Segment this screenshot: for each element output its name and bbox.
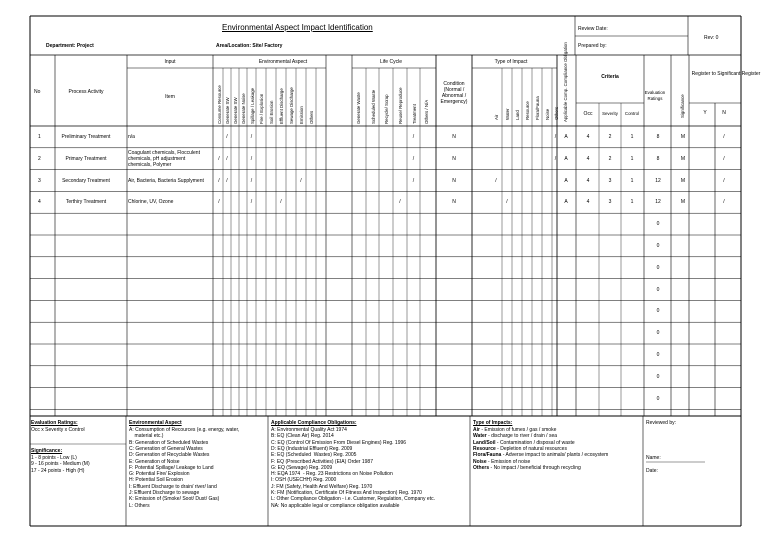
aspect-legend-line: I: Effluent Discharge to drain/ river/ land bbox=[129, 483, 217, 490]
eval-ratings-title: Evaluation Ratings: bbox=[31, 420, 78, 426]
aspect-legend-line: F: Potential Spillage/ Leakage to Land bbox=[129, 464, 214, 471]
row-no: 2 bbox=[38, 155, 41, 162]
row-item: Air, Bacteria, Bacteria Supplyment bbox=[128, 177, 204, 184]
row-evaluation-rating: 8 bbox=[656, 133, 660, 140]
row-control: 1 bbox=[630, 133, 634, 140]
row-process-activity: Secondary Treatment bbox=[62, 177, 110, 184]
aspect-legend-line: K: Emission of (Smoke/ Soot/ Dust/ Gas) bbox=[129, 496, 220, 503]
aspect-mark: / bbox=[250, 199, 253, 206]
compliance-legend-line: NA: No applicable legal or compliance obligation available bbox=[271, 502, 400, 509]
prepared-by-label: Prepared by: bbox=[578, 43, 607, 49]
col-control: Control bbox=[624, 111, 640, 116]
row-severity: 3 bbox=[608, 199, 612, 206]
reviewed-by-label: Reviewed by: bbox=[646, 420, 677, 426]
impact-mark: / bbox=[506, 199, 508, 206]
department-label: Department: Project bbox=[46, 43, 94, 49]
row-occurrence: 4 bbox=[586, 177, 590, 184]
aspect-legend-line: H: Potential Soil Erosion bbox=[129, 477, 183, 484]
aspect-legend-title: Environmental Aspect bbox=[129, 420, 182, 426]
life-header-0: Generate Waste bbox=[356, 92, 361, 124]
row-evaluation-rating-empty: 0 bbox=[656, 308, 660, 315]
compliance-legend-line: B: EQ (Clean Air) Reg. 2014 bbox=[271, 433, 334, 440]
aspect-legend-line: L: Others bbox=[129, 502, 150, 509]
impact-legend-key: Water bbox=[473, 433, 487, 440]
row-evaluation-rating-empty: 0 bbox=[656, 395, 660, 402]
aspect-legend-line: J: Effluent Discharge to sewage bbox=[129, 490, 200, 496]
impact-legend-line bbox=[473, 459, 530, 465]
impact-mark: / bbox=[554, 133, 557, 140]
life-mark: / bbox=[399, 199, 401, 206]
aspect-header-2: Generate SW bbox=[233, 97, 238, 124]
group-register: Register to Significant Register bbox=[691, 71, 761, 77]
row-evaluation-rating: 8 bbox=[656, 155, 660, 162]
row-item: Coagulant chemicals, Flocculent chemicals, pH adjustment chemicals, Polymer bbox=[128, 149, 200, 168]
impact-header-0: Air bbox=[494, 114, 499, 120]
aspect-mark: / bbox=[280, 199, 282, 206]
life-header-1: Scheduled Waste bbox=[370, 89, 376, 124]
compliance-legend-line: K: FM (Notification, Certificate Of Fitness And Inspection) Reg. 1970 bbox=[271, 490, 422, 496]
impact-legend-key: Flora/Fauna bbox=[473, 452, 502, 459]
col-condition: Condition (Normal / Abnormal / Emergency) bbox=[440, 81, 468, 105]
row-process-activity: Primary Treatment bbox=[65, 155, 107, 162]
name-label: Name: bbox=[646, 455, 661, 461]
row-evaluation-rating-empty: 0 bbox=[656, 330, 660, 337]
impact-legend-desc: - Emission of noise bbox=[486, 458, 531, 465]
row-evaluation-rating: 12 bbox=[655, 177, 661, 184]
aspect-header-6: Soil Erosion bbox=[269, 100, 274, 124]
col-process-activity: Process Activity bbox=[68, 89, 104, 95]
aspect-legend-line: E: Generation of Noise bbox=[129, 458, 180, 465]
impact-header-2: Land bbox=[515, 110, 520, 120]
impact-legend-desc: - Emission of fumes / gas / smoke bbox=[479, 427, 557, 433]
row-process-activity: Preliminary Treatment bbox=[61, 133, 111, 140]
impact-legend-key: Others bbox=[473, 464, 490, 471]
group-input: Input bbox=[164, 59, 176, 65]
impact-legend-title: Type of Impacts: bbox=[473, 420, 513, 426]
row-register-n: / bbox=[723, 155, 725, 162]
aspect-mark: / bbox=[226, 177, 228, 184]
significance-line: 17 - 24 points - High (H) bbox=[31, 467, 85, 474]
row-significance: M bbox=[680, 155, 686, 162]
impact-legend-key: Air bbox=[473, 427, 480, 433]
revision-label: Rev: 0 bbox=[704, 35, 719, 41]
row-register-n: / bbox=[723, 199, 725, 206]
aspect-header-1: Generate SW bbox=[225, 97, 230, 124]
col-compliance: Applicable Comp. Compliance Obligation bbox=[563, 42, 568, 122]
row-severity: 2 bbox=[608, 133, 612, 140]
row-evaluation-rating-empty: 0 bbox=[656, 373, 660, 380]
col-no: No bbox=[34, 89, 41, 95]
aspect-mark: / bbox=[218, 199, 220, 206]
aspect-legend-line: B: Generation of Scheduled Wastes bbox=[129, 439, 209, 446]
aspect-header-4: Spillage / Leakage bbox=[249, 87, 255, 124]
row-evaluation-rating-empty: 0 bbox=[656, 221, 660, 228]
row-occurrence: 4 bbox=[586, 133, 590, 140]
impact-legend-line bbox=[473, 465, 581, 471]
row-evaluation-rating-empty: 0 bbox=[656, 242, 660, 249]
impact-legend-line bbox=[473, 433, 557, 439]
row-condition: N bbox=[452, 177, 456, 184]
row-compliance: A bbox=[564, 133, 568, 140]
life-mark: / bbox=[412, 177, 415, 184]
aspect-mark: / bbox=[250, 155, 253, 162]
aspect-mark: / bbox=[250, 133, 253, 140]
page-title: Environmental Aspect Impact Identification bbox=[222, 23, 373, 32]
row-compliance: A bbox=[564, 199, 568, 206]
row-no: 1 bbox=[38, 133, 41, 140]
group-life-cycle: Life Cycle bbox=[380, 59, 402, 65]
impact-header-6: Others bbox=[553, 106, 559, 120]
aspect-legend-line: C: Generation of General Wastes bbox=[129, 445, 203, 452]
row-compliance: A bbox=[564, 177, 568, 184]
row-condition: N bbox=[452, 199, 456, 206]
aspect-header-3: Generate Noise bbox=[241, 93, 246, 124]
impact-legend-line bbox=[473, 446, 567, 452]
aspect-header-5: Fire / Explosion bbox=[259, 93, 264, 124]
impact-mark: / bbox=[554, 155, 557, 162]
compliance-legend-line: F: EQ (Prescribed Activities) (EIA) Order 1987 bbox=[271, 458, 373, 465]
aspect-legend-line: A: Consumption of Recources (e.g. energy, water, bbox=[129, 427, 240, 433]
row-control: 1 bbox=[630, 155, 634, 162]
row-no: 4 bbox=[38, 199, 41, 206]
compliance-legend-line: I: OSH (USECHH) Reg. 2000 bbox=[271, 477, 337, 484]
significance-title: Significance: bbox=[31, 448, 63, 454]
impact-header-1: Water bbox=[505, 108, 510, 120]
impact-header-4: Flora/Fauna bbox=[535, 96, 540, 120]
row-register-n: / bbox=[723, 133, 725, 140]
group-environmental-aspect: Environmental Aspect bbox=[258, 59, 308, 65]
row-significance: M bbox=[680, 133, 686, 140]
col-significance: Significance bbox=[680, 94, 685, 118]
col-severity: Severity bbox=[602, 111, 618, 116]
impact-legend-key: Land/Soil bbox=[473, 439, 496, 446]
eval-formula: Occ x Severity x Control bbox=[31, 427, 85, 433]
row-severity: 2 bbox=[608, 155, 612, 162]
aspect-header-8: Sewage Discharge bbox=[289, 87, 294, 124]
impact-legend-desc: - discharge to river / drain / sea bbox=[486, 433, 558, 440]
row-evaluation-rating-empty: 0 bbox=[656, 286, 660, 293]
row-occurrence: 4 bbox=[586, 155, 590, 162]
life-mark: / bbox=[412, 155, 415, 162]
aspect-header-9: Emission bbox=[299, 106, 304, 124]
compliance-legend-line: G: EQ (Sewage) Reg. 2009 bbox=[271, 464, 333, 471]
row-evaluation-rating: 12 bbox=[655, 199, 661, 206]
impact-mark: / bbox=[495, 177, 497, 184]
compliance-legend-line: C: EQ (Control Of Emission From Diesel Engines) Reg. 1996 bbox=[271, 439, 407, 446]
aspect-header-10: Others bbox=[309, 110, 314, 124]
aspect-mark: / bbox=[300, 177, 302, 184]
compliance-legend-line: D: EQ (Industrial Effluent) Reg. 2009 bbox=[271, 445, 353, 452]
life-header-4: Treatment bbox=[411, 104, 417, 124]
aspect-mark: / bbox=[218, 177, 220, 184]
row-condition: N bbox=[452, 155, 456, 162]
impact-header-3: Resource bbox=[525, 101, 530, 120]
row-severity: 3 bbox=[608, 177, 612, 184]
aspect-legend-line: G: Potential Fire/ Explosion bbox=[129, 471, 190, 478]
col-item: Item bbox=[165, 94, 175, 100]
row-compliance: A bbox=[564, 155, 568, 162]
aspect-header-7: Effluent Discharge bbox=[279, 88, 284, 124]
impact-legend-line bbox=[473, 440, 575, 446]
col-occ: Occ bbox=[583, 111, 593, 117]
significance-line: 9 - 16 points - Medium (M) bbox=[31, 461, 90, 468]
aspect-legend-line: D: Generation of Recyclable Wastes bbox=[129, 452, 210, 459]
life-header-5: Others / N/A bbox=[424, 99, 429, 124]
aspect-mark: / bbox=[226, 155, 228, 162]
row-control: 1 bbox=[630, 177, 634, 184]
impact-legend-line bbox=[473, 427, 556, 433]
aspect-header-0: Consume Resource bbox=[217, 85, 222, 124]
compliance-legend-line: L: Other Compliance Obligation - i.e. Customer, Regulation, Company etc. bbox=[271, 496, 435, 503]
row-no: 3 bbox=[38, 177, 41, 184]
row-register-n: / bbox=[723, 177, 725, 184]
aspect-mark: / bbox=[218, 155, 220, 162]
col-evaluation-ratings: Evaluation Ratings bbox=[644, 90, 666, 101]
row-evaluation-rating-empty: 0 bbox=[656, 351, 660, 358]
row-significance: M bbox=[680, 177, 686, 184]
compliance-legend-line: A: Environmental Quality Act 1974 bbox=[271, 427, 347, 433]
impact-legend-key: Noise bbox=[473, 458, 487, 465]
row-process-activity: Terthiry Treatment bbox=[65, 199, 107, 206]
date-label: Date: bbox=[646, 468, 658, 474]
review-date-label: Review Date: bbox=[578, 26, 608, 32]
significance-line: 1 - 8 points - Low (L) bbox=[31, 455, 77, 461]
life-header-3: Reuse/ Reproduce bbox=[398, 87, 403, 124]
row-item: n/a bbox=[128, 133, 135, 140]
row-condition: N bbox=[452, 133, 456, 140]
row-item: Chlorine, UV, Ozone bbox=[128, 199, 174, 206]
col-register-y: Y bbox=[703, 110, 707, 116]
impact-legend-desc: - Adverse impact to animals/ plants / ecosystem bbox=[501, 452, 609, 459]
compliance-legend-line: E: EQ (Scheduled Wastes) Reg. 2005 bbox=[271, 452, 357, 459]
aspect-mark: / bbox=[250, 177, 253, 184]
row-evaluation-rating-empty: 0 bbox=[656, 264, 660, 271]
impact-legend-key: Resource bbox=[473, 445, 496, 452]
group-type-of-impact: Type of Impact bbox=[494, 59, 528, 65]
col-register-n: N bbox=[722, 110, 726, 116]
compliance-legend-line: H: EQA 1974 - Reg. 23 Restrictions on Noise Pollution bbox=[271, 471, 393, 478]
row-control: 1 bbox=[630, 199, 634, 206]
compliance-legend-line: J: FM (Safety, Health And Welfare) Reg. 1970 bbox=[271, 483, 373, 490]
impact-legend-desc: - No impact / beneficial through recycling bbox=[489, 464, 581, 471]
aspect-mark: / bbox=[226, 133, 228, 140]
impact-legend-desc: - Contamination / disposal of waste bbox=[495, 439, 575, 446]
compliance-legend-title: Applicable Compliance Obligations: bbox=[271, 420, 357, 426]
impact-legend-desc: - Depletion of natural resources bbox=[495, 445, 567, 452]
life-mark: / bbox=[412, 133, 415, 140]
impact-header-5: Noise bbox=[545, 108, 550, 120]
aspect-legend-line: material etc.) bbox=[129, 433, 164, 440]
impact-legend-line bbox=[473, 452, 608, 458]
life-header-2: Recycle/ Scrap bbox=[384, 94, 389, 124]
area-label: Area/Location: Site/ Factory bbox=[216, 43, 283, 49]
group-criteria: Criteria bbox=[601, 74, 619, 80]
row-occurrence: 4 bbox=[586, 199, 590, 206]
row-significance: M bbox=[680, 199, 686, 206]
